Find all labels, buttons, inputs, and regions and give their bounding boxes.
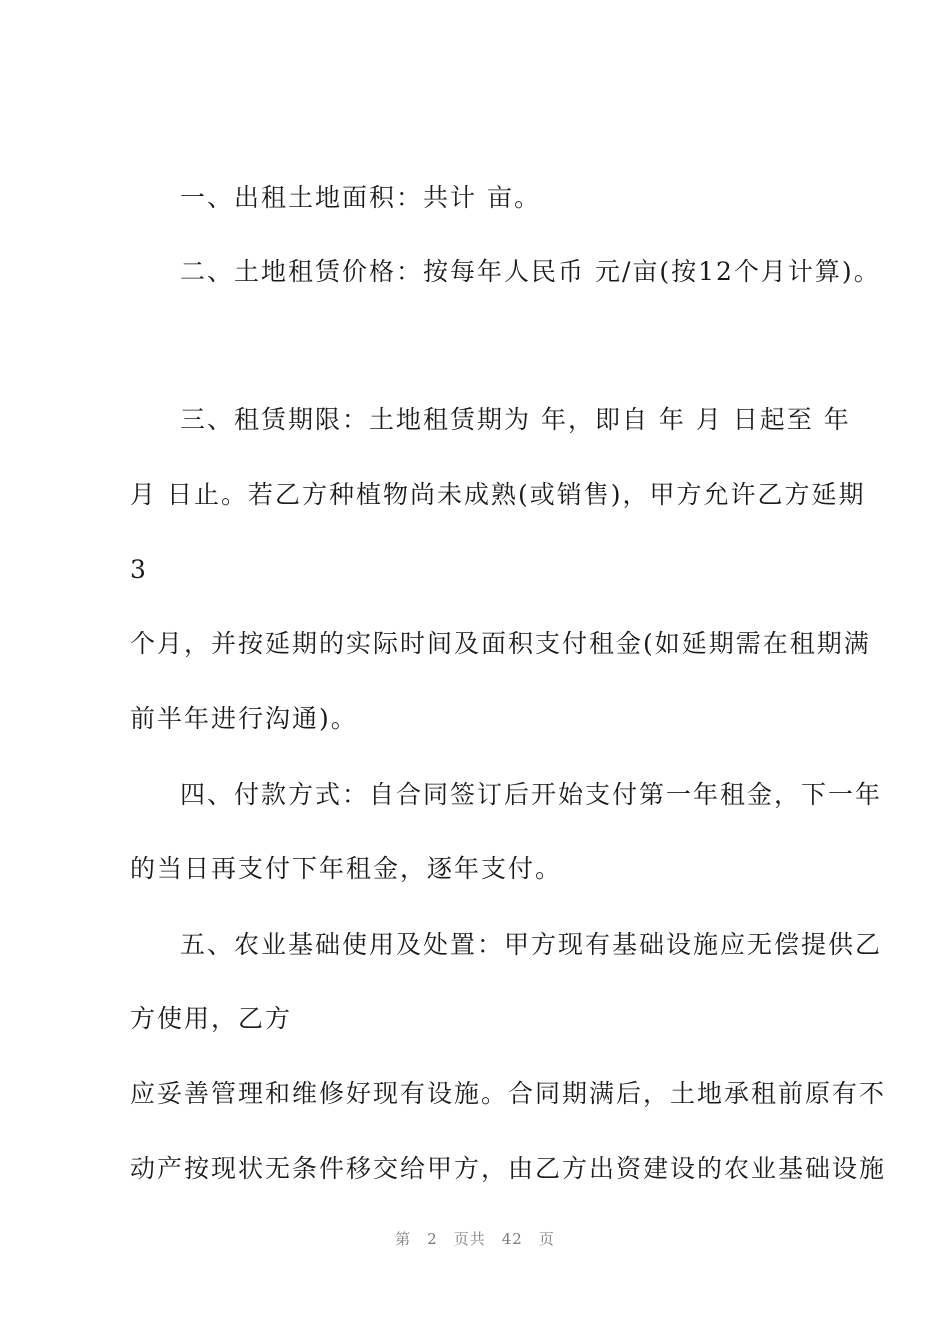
clause-3-line-3: 3 bbox=[130, 555, 148, 584]
clause-4-line-2: 的当日再支付下年租金，逐年支付。 bbox=[130, 854, 563, 883]
page-footer bbox=[0, 1228, 950, 1249]
clause-5-line-2: 方使用，乙方 bbox=[130, 1004, 293, 1033]
clause-3-line-2: 月 日止。若乙方种植物尚未成熟(或销售)，甲方允许乙方延期 bbox=[130, 480, 866, 509]
footer-mid: 页共 bbox=[453, 1230, 486, 1248]
footer-prefix: 第 bbox=[395, 1230, 412, 1248]
clause-4-line-1: 四、付款方式：自合同签订后开始支付第一年租金，下一年 bbox=[180, 780, 883, 809]
clause-2-line-1: 二、土地租赁价格：按每年人民币 元/亩(按12个月计算)。 bbox=[180, 257, 881, 286]
footer-current-page: 2 bbox=[427, 1230, 438, 1248]
clause-3-line-4: 个月，并按延期的实际时间及面积支付租金(如延期需在租期满 bbox=[130, 629, 871, 658]
clause-5-line-3: 应妥善管理和维修好现有设施。合同期满后，土地承租前原有不 bbox=[130, 1079, 887, 1108]
footer-total-pages: 42 bbox=[501, 1230, 523, 1248]
clause-3-line-1: 三、租赁期限：土地租赁期为 年，即自 年 月 日起至 年 bbox=[180, 405, 851, 434]
footer-suffix: 页 bbox=[538, 1230, 555, 1248]
clause-5-line-4: 动产按现状无条件移交给甲方，由乙方出资建设的农业基础设施 bbox=[130, 1154, 887, 1183]
clause-1-line-1: 一、出租土地面积：共计 亩。 bbox=[180, 183, 541, 212]
clause-5-line-1: 五、农业基础使用及处置：甲方现有基础设施应无偿提供乙 bbox=[180, 930, 883, 959]
clause-3-line-5: 前半年进行沟通)。 bbox=[130, 704, 358, 733]
